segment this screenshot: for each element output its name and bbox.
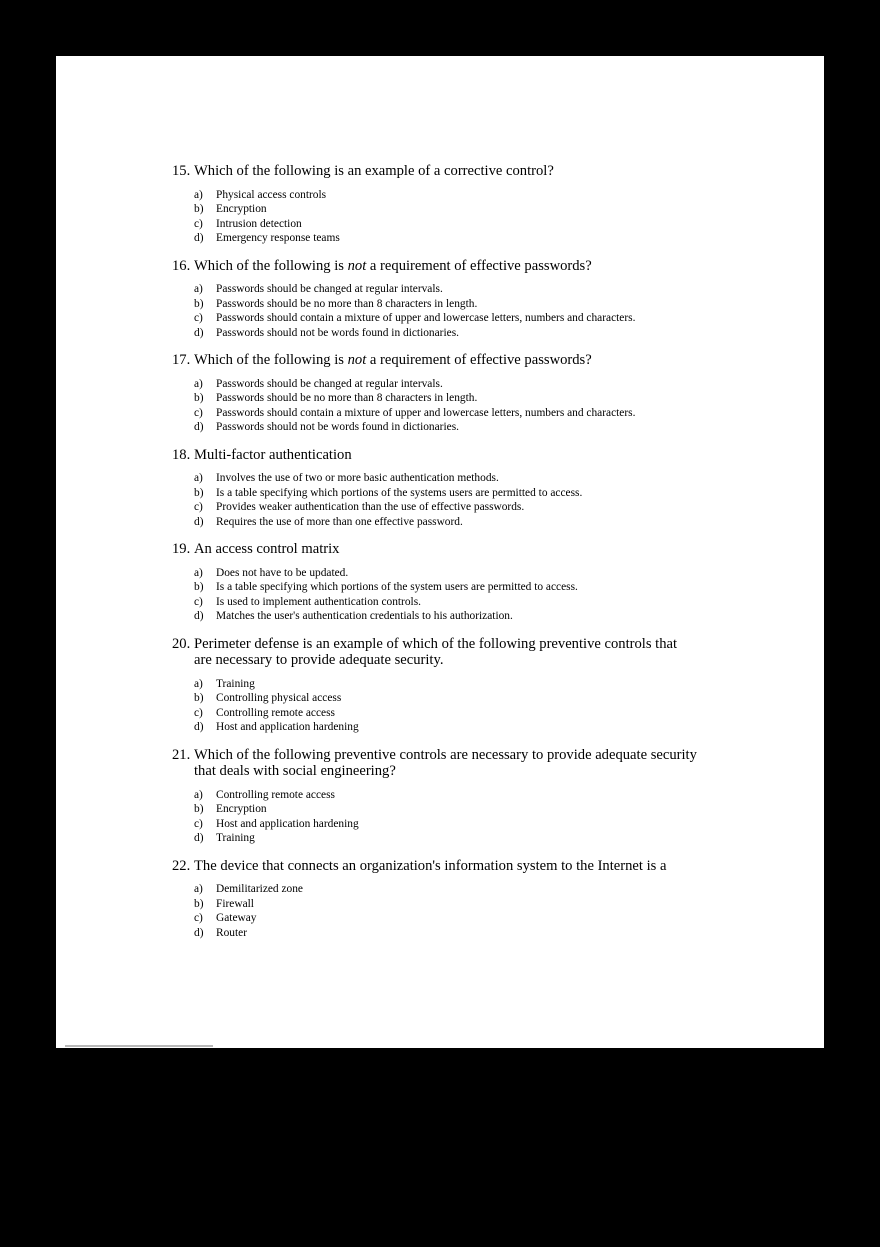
option-letter: c) — [194, 706, 203, 719]
option-letter: c) — [194, 406, 203, 419]
question-18 — [172, 447, 732, 530]
question-text-part: Multi-factor authentication — [194, 446, 352, 463]
question-22 — [172, 858, 732, 941]
question-number: 16. — [172, 257, 191, 274]
option-letter: c) — [194, 312, 203, 324]
answer-option — [194, 691, 732, 706]
option-text: Passwords should not be words found in dictionaries. — [216, 421, 459, 433]
question-17 — [172, 352, 732, 435]
option-letter: b) — [194, 297, 204, 310]
option-text: Matches the user's authentication credentials to his authorization. — [216, 610, 513, 622]
answer-option — [194, 580, 732, 595]
answer-option — [194, 706, 732, 721]
answer-option — [194, 788, 732, 803]
option-text: Passwords should be no more than 8 characters in length. — [216, 297, 478, 310]
option-letter: c) — [194, 817, 203, 830]
question-number: 15. — [172, 163, 191, 179]
option-letter: c) — [194, 595, 203, 608]
option-letter: b) — [194, 392, 204, 404]
option-text: Does not have to be updated. — [216, 566, 349, 579]
option-letter: a) — [194, 472, 203, 484]
question-number: 20. — [172, 635, 191, 652]
answer-option — [194, 188, 732, 203]
question-text — [194, 447, 732, 464]
document-page — [56, 56, 824, 1048]
question-text — [194, 163, 732, 180]
option-text: Passwords should be no more than 8 characters in length. — [216, 392, 478, 404]
option-text: Involves the use of two or more basic authentication methods. — [216, 472, 499, 484]
question-text-part: Which of the following is — [194, 257, 348, 274]
option-letter: b) — [194, 581, 204, 593]
option-letter: a) — [194, 566, 203, 579]
option-letter: a) — [194, 377, 203, 390]
question-heading — [172, 858, 732, 875]
option-text: Encryption — [216, 803, 267, 815]
answer-option — [194, 609, 732, 624]
answer-option — [194, 420, 732, 435]
answer-options — [172, 677, 732, 735]
question-text — [194, 541, 732, 558]
option-letter: b) — [194, 897, 204, 910]
option-text: Training — [216, 677, 255, 690]
option-letter: a) — [194, 283, 203, 295]
answer-option — [194, 326, 732, 341]
option-letter: d) — [194, 721, 204, 733]
option-letter: d) — [194, 926, 204, 939]
option-letter: d) — [194, 232, 204, 244]
option-text: Controlling remote access — [216, 788, 335, 801]
option-text: Emergency response teams — [216, 232, 340, 244]
question-heading — [172, 541, 732, 558]
question-number: 18. — [172, 446, 191, 463]
question-heading — [172, 163, 732, 180]
answer-option — [194, 802, 732, 817]
option-letter: b) — [194, 203, 204, 215]
answer-option — [194, 471, 732, 486]
answer-option — [194, 882, 732, 897]
option-text: Is a table specifying which portions of the systems users are permitted to access. — [216, 486, 583, 499]
answer-options — [172, 377, 732, 435]
answer-options — [172, 788, 732, 846]
option-text: Passwords should contain a mixture of upper and lowercase letters, numbers and characters. — [216, 406, 636, 419]
question-number: 21. — [172, 746, 191, 763]
question-text — [194, 258, 732, 275]
question-19 — [172, 541, 732, 624]
answer-option — [194, 720, 732, 735]
option-letter: a) — [194, 677, 203, 690]
footnote-separator — [65, 1045, 213, 1047]
question-text-part: An access control matrix — [194, 541, 340, 557]
answer-option — [194, 595, 732, 610]
option-text: Controlling physical access — [216, 692, 342, 704]
answer-options — [172, 282, 732, 340]
question-number: 17. — [172, 352, 191, 368]
option-text: Passwords should not be words found in dictionaries. — [216, 326, 459, 339]
option-text: Is used to implement authentication controls. — [216, 595, 421, 608]
question-text — [194, 352, 732, 369]
answer-option — [194, 486, 732, 501]
option-text: Firewall — [216, 897, 254, 910]
option-text: Provides weaker authentication than the use of effective passwords. — [216, 501, 525, 513]
option-text: Passwords should be changed at regular intervals. — [216, 283, 443, 295]
answer-option — [194, 926, 732, 941]
question-heading — [172, 447, 732, 464]
answer-options — [172, 882, 732, 940]
question-emphasis: not — [347, 352, 367, 368]
answer-option — [194, 911, 732, 926]
option-letter: d) — [194, 326, 204, 339]
answer-option — [194, 897, 732, 912]
answer-options — [172, 471, 732, 529]
question-emphasis: not — [347, 257, 367, 274]
question-21 — [172, 747, 732, 846]
option-letter: d) — [194, 421, 204, 433]
option-text: Host and application hardening — [216, 721, 359, 733]
answer-option — [194, 817, 732, 832]
answer-option — [194, 311, 732, 326]
option-text: Intrusion detection — [216, 217, 302, 230]
answer-option — [194, 406, 732, 421]
option-text: Is a table specifying which portions of the system users are permitted to access. — [216, 581, 578, 593]
answer-options — [172, 188, 732, 246]
option-text: Training — [216, 832, 255, 844]
answer-option — [194, 500, 732, 515]
answer-option — [194, 831, 732, 846]
question-number: 19. — [172, 541, 191, 557]
answer-options — [172, 566, 732, 624]
answer-option — [194, 202, 732, 217]
option-text: Encryption — [216, 203, 267, 215]
option-text: Requires the use of more than one effective password. — [216, 515, 463, 528]
answer-option — [194, 677, 732, 692]
option-letter: c) — [194, 217, 203, 230]
question-heading — [172, 352, 732, 369]
option-text: Gateway — [216, 912, 257, 924]
option-letter: d) — [194, 832, 204, 844]
question-text-part: Perimeter defense is an example of which of the following preventive controls that are necessary to provide adequate security. — [194, 635, 678, 668]
question-text-part: a requirement of effective passwords? — [366, 257, 592, 274]
option-text: Router — [216, 926, 248, 939]
question-heading — [172, 258, 732, 275]
option-letter: c) — [194, 912, 203, 924]
option-letter: a) — [194, 788, 203, 801]
option-letter: d) — [194, 515, 204, 528]
answer-option — [194, 391, 732, 406]
question-number: 22. — [172, 857, 191, 874]
option-letter: d) — [194, 610, 204, 622]
option-letter: c) — [194, 501, 203, 513]
answer-option — [194, 377, 732, 392]
answer-option — [194, 231, 732, 246]
question-text — [194, 747, 714, 780]
question-16 — [172, 258, 732, 341]
option-text: Controlling remote access — [216, 706, 335, 719]
question-text-part: a requirement of effective passwords? — [366, 352, 592, 368]
option-letter: a) — [194, 883, 203, 895]
option-text: Physical access controls — [216, 188, 327, 201]
question-text-part: Which of the following is an example of a corrective control? — [194, 163, 554, 179]
question-text-part: The device that connects an organization's information system to the Internet is a — [194, 857, 667, 874]
answer-option — [194, 282, 732, 297]
question-15 — [172, 163, 732, 246]
question-heading — [172, 747, 732, 780]
option-text: Passwords should be changed at regular intervals. — [216, 377, 443, 390]
question-20 — [172, 636, 732, 735]
answer-option — [194, 297, 732, 312]
option-letter: b) — [194, 692, 204, 704]
question-heading — [172, 636, 732, 669]
option-text: Host and application hardening — [216, 817, 359, 830]
question-list — [172, 163, 732, 950]
answer-option — [194, 515, 732, 530]
question-text — [194, 858, 732, 875]
question-text — [194, 636, 694, 669]
answer-option — [194, 566, 732, 581]
option-text: Passwords should contain a mixture of upper and lowercase letters, numbers and characters. — [216, 312, 636, 324]
option-letter: b) — [194, 486, 204, 499]
question-text-part: Which of the following is — [194, 352, 348, 368]
option-letter: a) — [194, 188, 203, 201]
answer-option — [194, 217, 732, 232]
question-text-part: Which of the following preventive controls are necessary to provide adequate security that deals with social engineering? — [194, 746, 697, 779]
option-letter: b) — [194, 803, 204, 815]
option-text: Demilitarized zone — [216, 883, 303, 895]
